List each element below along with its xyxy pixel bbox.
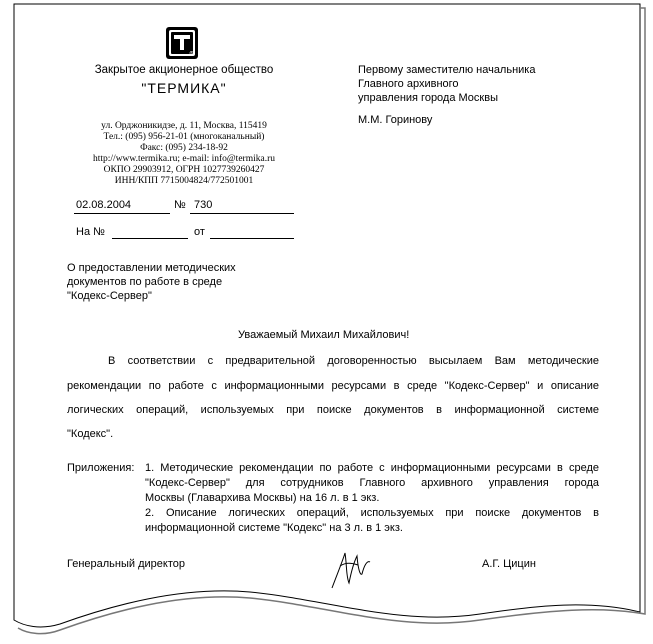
letter-number: 730 [194,199,213,211]
company-logo [165,26,199,60]
signer-name: А.Г. Цицин [482,558,536,570]
recipient-line2: Главного архивного [358,78,459,90]
sender-address: ул. Орджоникидзе, д. 11, Москва, 115419 [101,121,267,131]
attachment1-line3: Москвы (Главархива Москвы) на 16 л. в 1 экз. [145,492,380,504]
greeting: Уважаемый Михаил Михайлович! [238,329,410,341]
recipient-name: М.М. Горинову [358,114,433,126]
attachment2-line2: информационной системе "Кодекс" на 3 л. в 1 экз. [145,522,403,534]
company-name: "ТЕРМИКА" [141,80,227,96]
body-line2: рекомендации по работе с информационными ресурсами в среде "Кодекс-Сервер" и описание [67,380,599,392]
from-underline [210,238,294,239]
body-line4: "Кодекс". [67,428,114,440]
from-label: от [194,226,205,238]
recipient-line3: управления города Москвы [358,92,498,104]
ref-underline [112,238,188,239]
sender-inn: ИНН/КПП 7715004824/772501001 [114,176,254,186]
company-line1: Закрытое акционерное общество [94,64,274,76]
sender-phone: Тел.: (095) 956-21-01 (многоканальный) [103,132,265,142]
signer-position: Генеральный директор [67,558,185,570]
attachment1-line2: "Кодекс-Сервер" для сотрудников Главного архивного управления города [145,477,599,489]
recipient-line1: Первому заместителю начальника [358,64,536,76]
subject-line2: документов по работе в среде [67,276,223,288]
sender-web: http://www.termika.ru; e-mail: info@termika.ru [93,154,275,164]
attachments-label: Приложения: [67,462,135,474]
attachment1-line1: 1. Методические рекомендации по работе с информационными ресурсами в среде [145,462,599,474]
body-line3: логических операций, используемых при поиске документов в информационной системе [67,404,599,416]
svg-text:®: ® [189,51,194,57]
date-underline [74,213,170,214]
ref-label: На № [76,226,105,238]
sender-okpo: ОКПО 29903912, ОГРН 1027739260427 [103,165,265,175]
subject-line1: О предоставлении методических [67,262,236,274]
sender-fax: Факс: (095) 234-18-92 [140,143,228,153]
body-line1: В соответствии с предварительной договоренностью высылаем Вам методические [108,355,599,367]
subject-line3: "Кодекс-Сервер" [67,290,152,302]
number-label: № [174,199,186,211]
letter-date: 02.08.2004 [76,199,132,211]
attachment2-line1: 2. Описание логических операций, используемых при поиске документов в [145,507,599,519]
number-underline [190,213,294,214]
